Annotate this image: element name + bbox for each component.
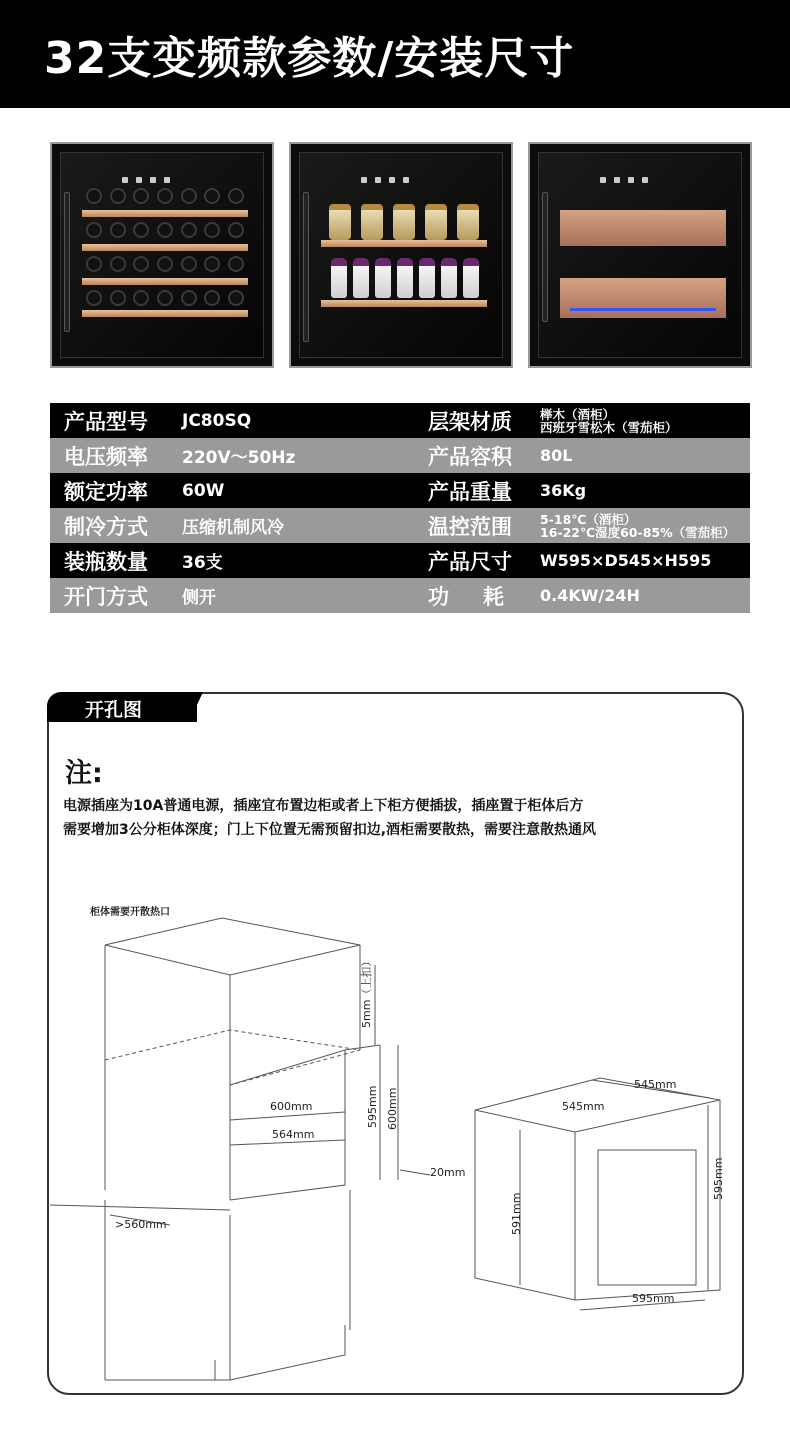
spec-label: 电压频率: [64, 444, 148, 469]
spec-value: 0.4KW/24H: [540, 586, 640, 605]
dim-width-600: 600mm: [270, 1100, 313, 1113]
dim-width-564: 564mm: [272, 1128, 315, 1141]
spec-label: 层架材质: [428, 409, 512, 434]
spec-label: 开门方式: [64, 584, 148, 609]
dim-height-595: 595mm: [366, 1085, 379, 1128]
dim-depth-545-top: 545mm: [634, 1078, 677, 1091]
section-tab-label: 开孔图: [85, 699, 143, 721]
spec-value: 80L: [540, 446, 573, 465]
spec-value-line: 西班牙雪松木（雪茄柜）: [540, 419, 678, 435]
spec-value-line: 16-22℃湿度60-85%（雪茄柜）: [540, 524, 736, 540]
dim-height-591: 591mm: [510, 1192, 523, 1235]
spec-value: 36支: [182, 553, 223, 573]
spec-label: 产品型号: [64, 409, 148, 434]
dim-height-600: 600mm: [386, 1087, 399, 1130]
spec-value: 36Kg: [540, 481, 587, 500]
dim-width-595: 595mm: [632, 1292, 675, 1305]
spec-label: 产品容积: [428, 444, 512, 469]
note-title: 注:: [65, 758, 103, 789]
spec-value: 60W: [182, 480, 225, 501]
spec-label: 产品尺寸: [428, 549, 512, 574]
spec-value-line: 5-18℃（酒柜）: [540, 511, 637, 527]
spec-label: 额定功率: [64, 479, 148, 504]
spec-value: 压缩机制风冷: [182, 518, 284, 538]
dim-top-gap: 5mm（上扣）: [360, 955, 373, 1028]
dim-depth-545: 545mm: [562, 1100, 605, 1113]
spec-label: 制冷方式: [64, 514, 148, 539]
spec-label: 产品重量: [428, 479, 512, 504]
dim-height-595-right: 595mm: [712, 1157, 725, 1200]
spec-label: 温控范围: [428, 514, 512, 539]
dim-gap-20: 20mm: [430, 1166, 466, 1179]
note-line: 需要增加3公分柜体深度；门上下位置无需预留扣边,酒柜需要散热，需要注意散热通风: [63, 822, 597, 838]
spec-value: W595×D545×H595: [540, 551, 712, 570]
vent-label: 柜体需要开散热口: [90, 907, 170, 918]
spec-value: 220V～50Hz: [182, 448, 296, 468]
spec-label: 装瓶数量: [64, 549, 148, 574]
spec-value-line: 榉木（酒柜）: [540, 406, 616, 422]
dim-depth-560: >560mm: [115, 1218, 167, 1231]
spec-value: JC80SQ: [182, 410, 252, 431]
spec-value: 侧开: [182, 588, 216, 608]
page-title: 32支变频款参数/安装尺寸: [44, 33, 575, 84]
spec-label: 功耗: [428, 584, 538, 609]
note-line: 电源插座为10A普通电源，插座宜布置边柜或者上下柜方便插拔，插座置于柜体后方: [63, 798, 584, 814]
